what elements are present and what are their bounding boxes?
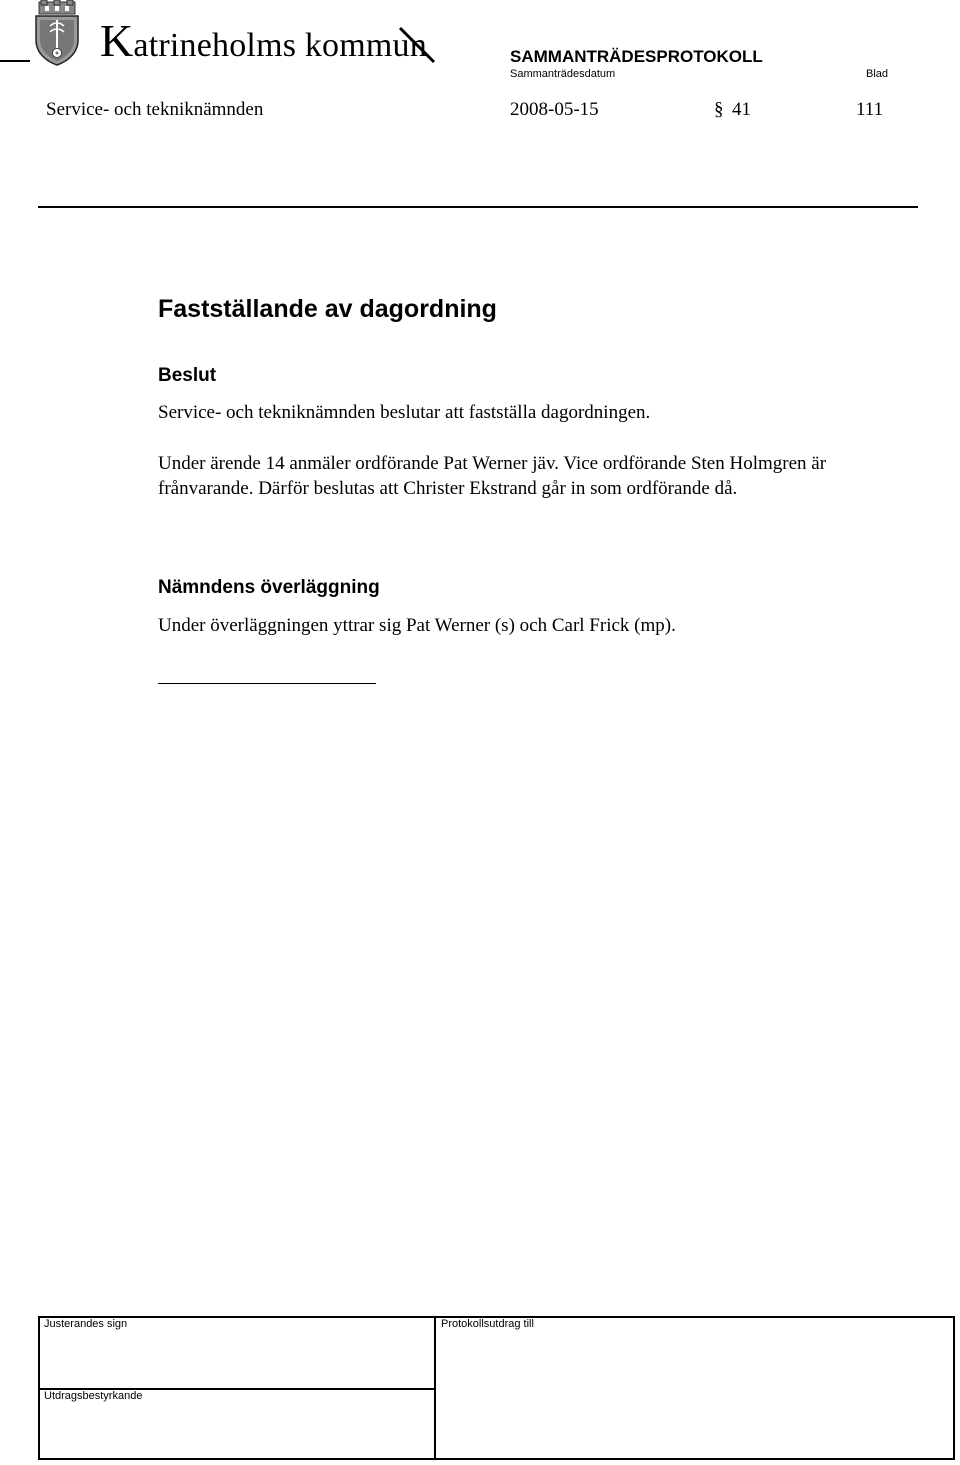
- logo-swoosh-icon: [398, 26, 442, 66]
- decision-heading: Beslut: [158, 365, 217, 386]
- deliberation-heading: Nämndens överläggning: [158, 577, 380, 598]
- certification-label: Utdragsbestyrkande: [44, 1390, 143, 1402]
- decision-text: Service- och tekniknämnden beslutar att fastställa dagordningen.: [158, 402, 651, 423]
- meeting-date-label: Sammanträdesdatum: [510, 68, 616, 80]
- copy-to-label: Protokollsutdrag till: [441, 1318, 534, 1330]
- meeting-date: 2008-05-15: [510, 99, 599, 120]
- adjuster-sign-label: Justerandes sign: [44, 1318, 128, 1330]
- conflict-of-interest-text: Under ärende 14 anmäler ordförande Pat Werner jäv. Vice ordförande Sten Holmgren är frånvarande. Därför beslutas att Christer Ekstrand går in som ordförande då.: [158, 453, 827, 499]
- committee-name: Service- och tekniknämnden: [46, 99, 264, 120]
- paragraph-sign: §: [714, 99, 724, 120]
- coat-of-arms-icon: [32, 0, 82, 66]
- section-end-divider: [158, 683, 376, 684]
- header-divider: [38, 206, 918, 208]
- deliberation-text: Under överläggningen yttrar sig Pat Werner (s) och Carl Frick (mp).: [158, 615, 676, 636]
- municipality-name-logo: Katrineholms kommun: [100, 15, 427, 66]
- sheet-number: 111: [856, 99, 884, 120]
- page-title: Fastställande av dagordning: [158, 295, 497, 323]
- logo-rule: [0, 60, 30, 62]
- document-type: SAMMANTRÄDESPROTOKOLL: [510, 47, 763, 66]
- paragraph-number: 41: [732, 99, 751, 120]
- sheet-label: Blad: [866, 68, 889, 80]
